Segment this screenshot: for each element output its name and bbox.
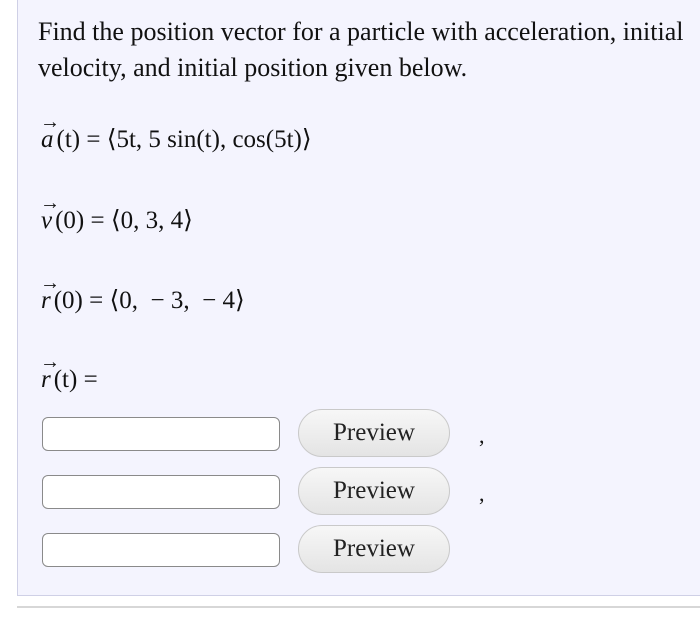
initial-position-value: ⟨0, − 3, − 4⟩ bbox=[109, 287, 245, 314]
separator-comma: , bbox=[479, 481, 485, 506]
vector-arrow-icon: → bbox=[40, 351, 60, 373]
acceleration-value: ⟨5t, 5 sin(t), cos(5t)⟩ bbox=[106, 126, 312, 153]
equals-sign: = bbox=[89, 287, 104, 314]
position-arg: (t) bbox=[53, 366, 78, 393]
acceleration-arg: (t) bbox=[56, 126, 81, 153]
vector-r: → r bbox=[40, 351, 60, 393]
vector-v: → v bbox=[40, 192, 60, 234]
preview-button-z[interactable]: Preview bbox=[298, 525, 450, 573]
equals-sign: = bbox=[90, 207, 105, 234]
separator-comma: , bbox=[479, 423, 485, 448]
equals-sign: = bbox=[86, 126, 101, 153]
vector-a: → a bbox=[40, 111, 60, 153]
preview-button-x[interactable]: Preview bbox=[298, 409, 450, 457]
vector-arrow-icon: → bbox=[40, 192, 60, 214]
velocity-equation bbox=[40, 192, 193, 235]
initial-position-arg: (0) bbox=[53, 287, 83, 314]
initial-position-equation bbox=[40, 272, 245, 315]
velocity-value: ⟨0, 3, 4⟩ bbox=[110, 207, 193, 234]
position-equation bbox=[40, 351, 98, 394]
bottom-divider bbox=[17, 606, 700, 608]
acceleration-equation bbox=[40, 111, 312, 154]
equals-sign: = bbox=[83, 366, 98, 393]
answer-z-input[interactable] bbox=[42, 533, 280, 567]
vector-arrow-icon: → bbox=[40, 272, 60, 294]
answer-x-input[interactable] bbox=[42, 417, 280, 451]
vector-arrow-icon: → bbox=[40, 111, 60, 133]
problem-prompt: Find the position vector for a particle with acceleration, initial velocity, and initial position given below. bbox=[38, 17, 684, 82]
answer-y-input[interactable] bbox=[42, 475, 280, 509]
preview-button-y[interactable]: Preview bbox=[298, 467, 450, 515]
velocity-arg: (0) bbox=[55, 207, 85, 234]
vector-r: → r bbox=[40, 272, 60, 314]
